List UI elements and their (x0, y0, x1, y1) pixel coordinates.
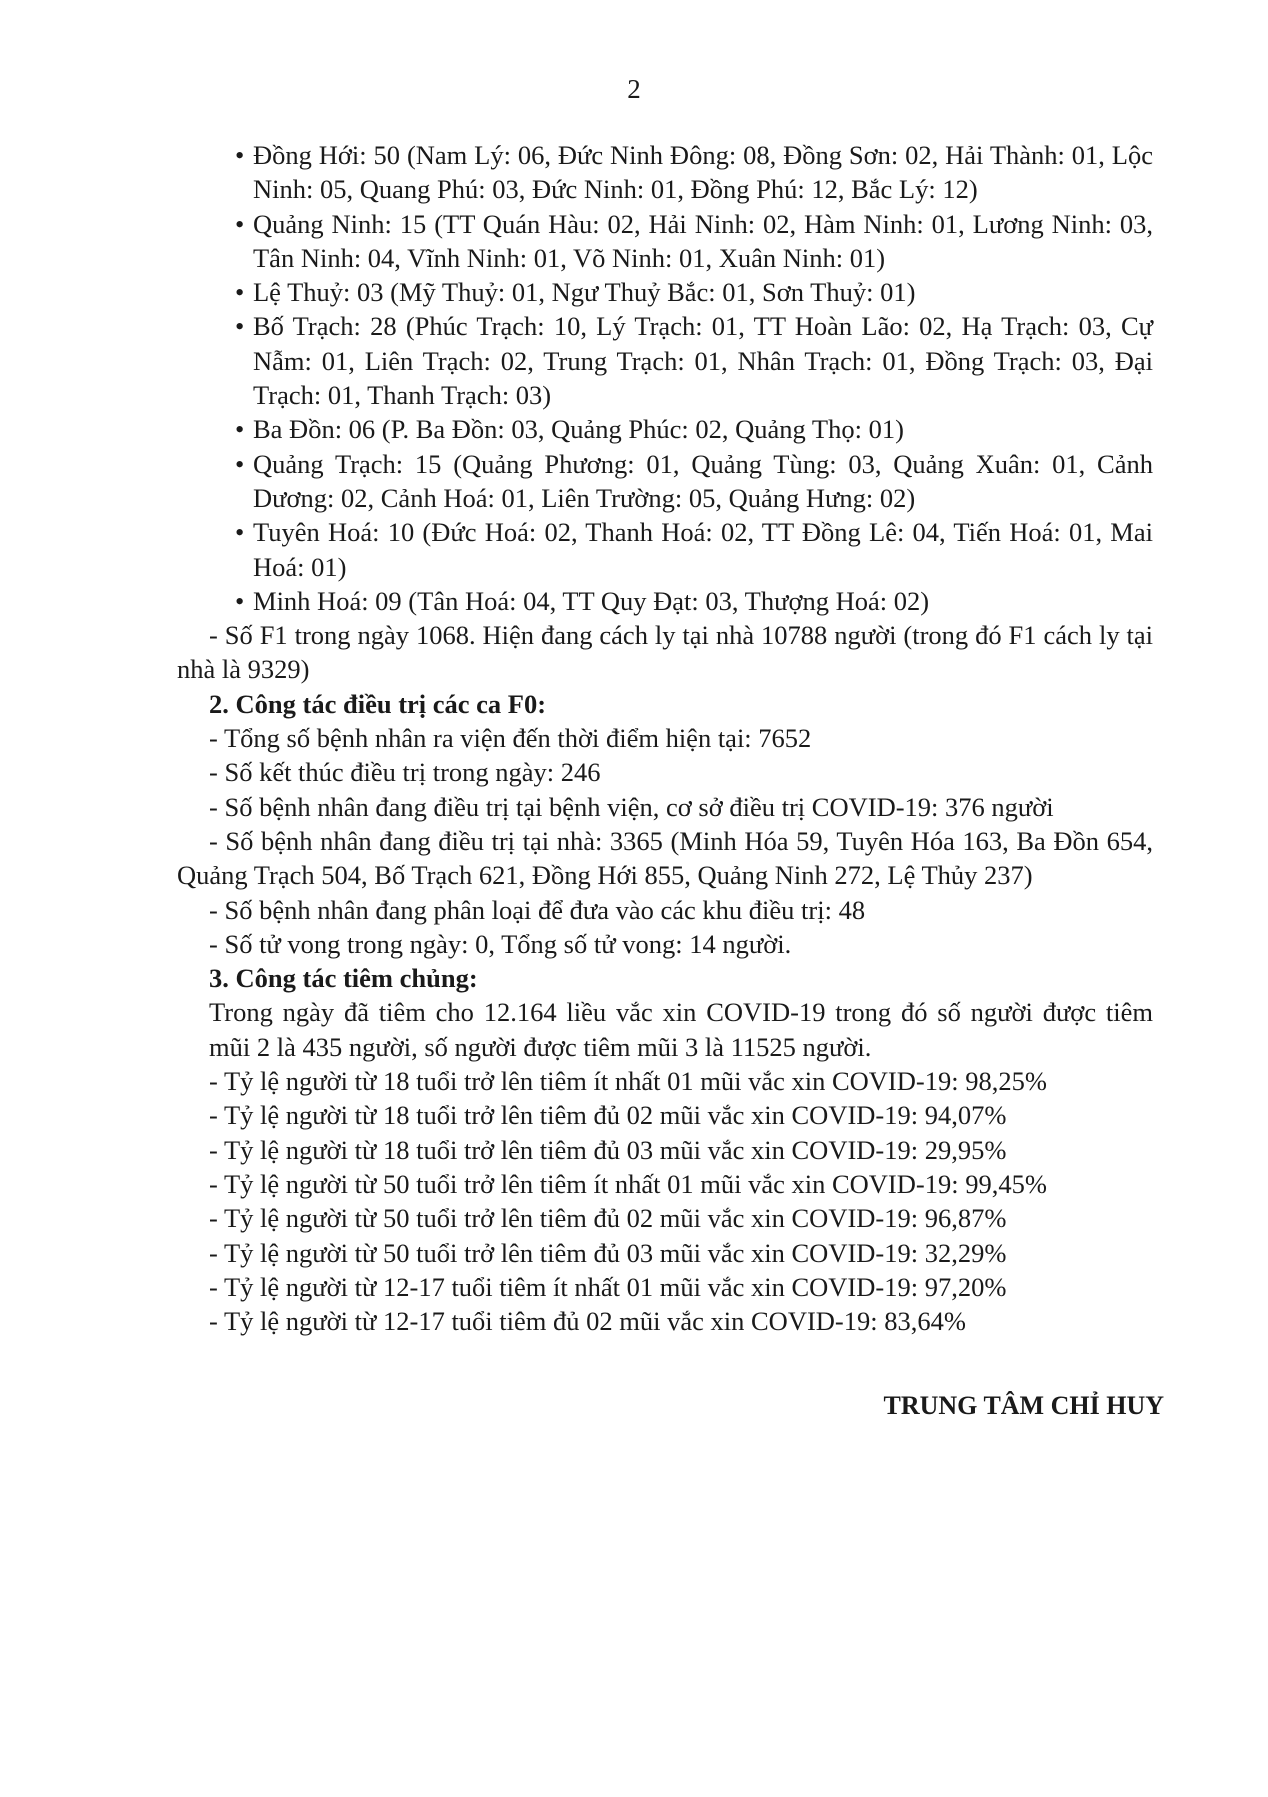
district-item-quang-trach: • Quảng Trạch: 15 (Quảng Phương: 01, Quảng Tùng: 03, Quảng Xuân: 01, Cảnh Dương: 02, Cảnh Hoá: 01, Liên Trường: 05, Quảng Hưng: 02) (235, 448, 1153, 513)
list-item: - Tổng số bệnh nhân ra viện đến thời điểm hiện tại: 7652 (209, 723, 812, 754)
bullet-icon: • (235, 311, 245, 342)
bullet-icon: • (235, 585, 245, 616)
district-item-tuyen-hoa: • Tuyên Hoá: 10 (Đức Hoá: 02, Thanh Hoá: 02, TT Đồng Lê: 04, Tiến Hoá: 01, Mai Hoá: 01) (235, 517, 1153, 582)
district-case-list (177, 138, 1153, 618)
vaccination-rate-item: - Tỷ lệ người từ 18 tuổi trở lên tiêm đủ 03 mũi vắc xin COVID-19: 29,95% (209, 1134, 1007, 1165)
district-item-dong-hoi: • Đồng Hới: 50 (Nam Lý: 06, Đức Ninh Đông: 08, Đồng Sơn: 02, Hải Thành: 01, Lộc Ninh: 05, Quang Phú: 03, Đức Ninh: 01, Đồng Phú: 12, Bắc Lý: 12) (235, 140, 1153, 205)
section-3-heading: 3. Công tác tiêm chủng: (209, 963, 478, 994)
vaccination-rate-item: - Tỷ lệ người từ 12-17 tuổi tiêm ít nhất 01 mũi vắc xin COVID-19: 97,20% (209, 1271, 1007, 1302)
vaccination-rate-item: - Tỷ lệ người từ 18 tuổi trở lên tiêm đủ 02 mũi vắc xin COVID-19: 94,07% (209, 1100, 1007, 1131)
list-item: - Số bệnh nhân đang phân loại để đưa vào các khu điều trị: 48 (209, 894, 866, 925)
district-item-quang-ninh: • Quảng Ninh: 15 (TT Quán Hàu: 02, Hải Ninh: 02, Hàm Ninh: 01, Lương Ninh: 03, Tân Ninh: 04, Vĩnh Ninh: 01, Võ Ninh: 01, Xuân Ninh: 01) (235, 208, 1153, 273)
vaccination-rate-item: - Tỷ lệ người từ 50 tuổi trở lên tiêm ít nhất 01 mũi vắc xin COVID-19: 99,45% (209, 1168, 1047, 1199)
list-item: - Số kết thúc điều trị trong ngày: 246 (209, 757, 601, 788)
list-item: - Số tử vong trong ngày: 0, Tổng số tử vong: 14 người. (209, 928, 792, 959)
vaccination-rate-item: - Tỷ lệ người từ 50 tuổi trở lên tiêm đủ 02 mũi vắc xin COVID-19: 96,87% (209, 1203, 1007, 1234)
section-2-heading: 2. Công tác điều trị các ca F0: (209, 688, 547, 719)
report-body (177, 138, 1153, 1338)
home-treatment-summary: - Số bệnh nhân đang điều trị tại nhà: 3365 (Minh Hóa 59, Tuyên Hóa 163, Ba Đồn 654, Quảng Trạch 504, Bố Trạch 621, Đồng Hới 855, Quảng Ninh 272, Lệ Thủy 237) (177, 825, 1153, 891)
vaccination-rate-item: - Tỷ lệ người từ 18 tuổi trở lên tiêm ít nhất 01 mũi vắc xin COVID-19: 98,25% (209, 1066, 1047, 1097)
district-item-bo-trach: • Bố Trạch: 28 (Phúc Trạch: 10, Lý Trạch: 01, TT Hoàn Lão: 02, Hạ Trạch: 03, Cự Nẫm: 01, Liên Trạch: 02, Trung Trạch: 01, Nhân Trạch: 01, Đồng Trạch: 03, Đại Trạch: 01, Thanh Trạch: 03) (235, 311, 1153, 411)
district-item-minh-hoa: • Minh Hoá: 09 (Tân Hoá: 04, TT Quy Đạt: 03, Thượng Hoá: 02) (223, 584, 1153, 618)
vaccination-intro: Trong ngày đã tiêm cho 12.164 liều vắc xin COVID-19 trong đó số người được tiêm mũi 2 là 435 người, số người được tiêm mũi 3 là 11525 người. (209, 997, 1153, 1062)
bullet-icon: • (235, 448, 245, 479)
district-item-le-thuy: • Lệ Thuỷ: 03 (Mỹ Thuỷ: 01, Ngư Thuỷ Bắc: 01, Sơn Thuỷ: 01) (223, 275, 1153, 309)
bullet-icon: • (235, 208, 245, 239)
list-item: - Số bệnh nhân đang điều trị tại bệnh viện, cơ sở điều trị COVID-19: 376 người (209, 791, 1054, 822)
bullet-icon: • (235, 517, 245, 548)
page-number: 2 (627, 74, 641, 104)
bullet-icon: • (235, 414, 245, 445)
district-item-ba-don: • Ba Đồn: 06 (P. Ba Đồn: 03, Quảng Phúc: 02, Quảng Thọ: 01) (223, 412, 1153, 446)
vaccination-rate-item: - Tỷ lệ người từ 12-17 tuổi tiêm đủ 02 mũi vắc xin COVID-19: 83,64% (209, 1306, 966, 1337)
f1-summary: - Số F1 trong ngày 1068. Hiện đang cách ly tại nhà 10788 người (trong đó F1 cách ly tại nhà là 9329) (177, 620, 1153, 685)
vaccination-rate-item: - Tỷ lệ người từ 50 tuổi trở lên tiêm đủ 03 mũi vắc xin COVID-19: 32,29% (209, 1237, 1007, 1268)
bullet-icon: • (235, 140, 245, 170)
signature-block: TRUNG TÂM CHỈ HUY (883, 1391, 1164, 1420)
bullet-icon: • (235, 277, 245, 308)
